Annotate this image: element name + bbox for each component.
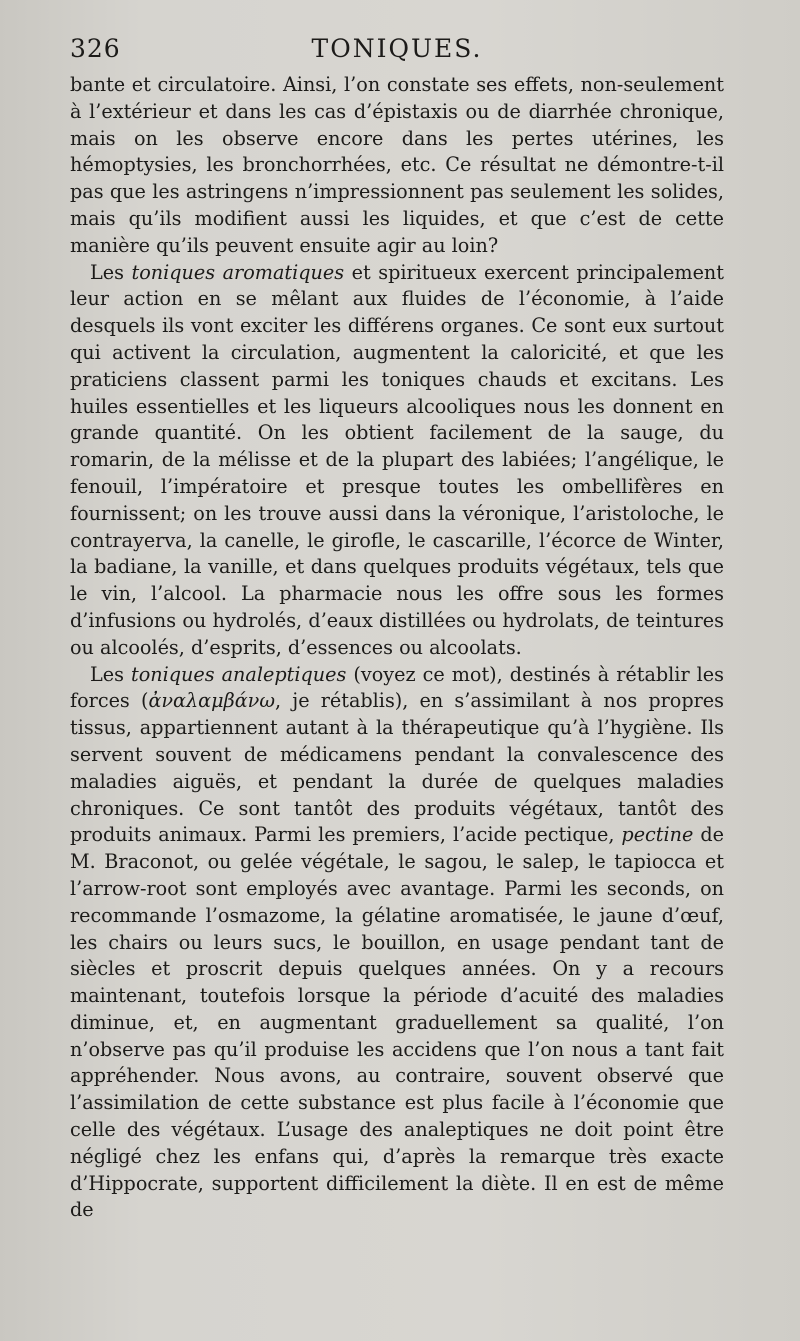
- running-head: [70, 28, 724, 72]
- page-title: TONIQUES.: [311, 34, 483, 63]
- term-pectine: pectine: [621, 823, 694, 847]
- paragraph-2: [70, 260, 724, 662]
- page-number: 326: [70, 34, 121, 63]
- paragraph-3-text-a: Les: [90, 662, 131, 686]
- paragraph-3: [70, 662, 724, 1225]
- greek-word: ἀναλαμβάνω: [148, 689, 275, 713]
- paragraph-1-text: bante et circulatoire. Ainsi, l’on constate ses effets, non-seulement à l’extérieur et dans les cas d’épistaxis ou de diarrhée chronique, mais on les observe encore dans les pertes utérines, les hémoptysies, les bronchorrhées, etc. Ce résultat ne démontre-t-il pas que les astringens n’impressionnent pas seulement les solides, mais qu’ils modifient aussi les liquides, et que c’est de cette manière qu’ils peuvent ensuite agir au loin?: [70, 73, 724, 257]
- paragraph-2-text-b: et spiritueux exercent principalement leur action en se mêlant aux fluides de l’économie, à l’aide desquels ils vont exciter les différens organes. Ce sont eux surtout qui activent la circulation, augmentent la caloricité, et que les praticiens classent parmi les toniques chauds et excitans. Les huiles essentielles et les liqueurs alcooliques nous les donnent en grande quantité. On les obtient facilement de la sauge, du romarin, de la mélisse et de la plupart des labiées; l’angélique, le fenouil, l’impératoire et presque toutes les ombellifères en fournissent; on les trouve aussi dans la véronique, l’aristoloche, le contrayerva, la canelle, le girofle, le cascarille, l’écorce de Winter, la badiane, la vanille, et dans quelques produits végétaux, tels que le vin, l’alcool. La pharmacie nous les offre sous les formes d’infusions ou hydrolés, d’eaux distillées ou hydrolats, de teintures ou alcoolés, d’esprits, d’essences ou alcoolats.: [70, 260, 725, 659]
- term-toniques-aromatiques: toniques aromatiques: [131, 260, 345, 284]
- paragraph-3-text-d: de M. Braconot, ou gelée végétale, le sagou, le salep, le tapiocca et l’arrow-root sont employés avec avantage. Parmi les seconds, on recommande l’osmazome, la gélatine aromatisée, le jaune d’œuf, les chairs ou leurs sucs, le bouillon, en usage pendant tant de siècles et proscrit depuis quelques années. On y a recours maintenant, toutefois lorsque la période d’acuité des maladies diminue, et, en augmentant graduellement sa qualité, l’on n’observe pas qu’il produise les accidens que l’on nous a tant fait appréhender. Nous avons, au contraire, souvent observé que l’assimilation de cette substance est plus facile à l’économie que celle des végétaux. L’usage des analeptiques ne doit point être négligé chez les enfans qui, d’après la remarque très exacte d’Hippocrate, supportent difficilement la diète. Il en est de même de: [70, 823, 724, 1222]
- paragraph-3-text-b: (voyez ce mot), destinés à rétablir les forces (: [70, 662, 724, 713]
- paragraph-2-text-a: Les: [90, 260, 132, 284]
- body-text: [70, 72, 724, 1224]
- paragraph-1: [70, 72, 724, 260]
- paragraph-3-text-c: , je rétablis), en s’assimilant à nos propres tissus, appartiennent autant à la thérapeutique qu’à l’hygiène. Ils servent souvent de médicamens pendant la convalescence des maladies aiguës, et pendant la durée de quelques maladies chroniques. Ce sont tantôt des produits végétaux, tantôt des produits animaux. Parmi les premiers, l’acide pectique,: [70, 689, 724, 847]
- term-toniques-analeptiques: toniques analeptiques: [130, 662, 347, 686]
